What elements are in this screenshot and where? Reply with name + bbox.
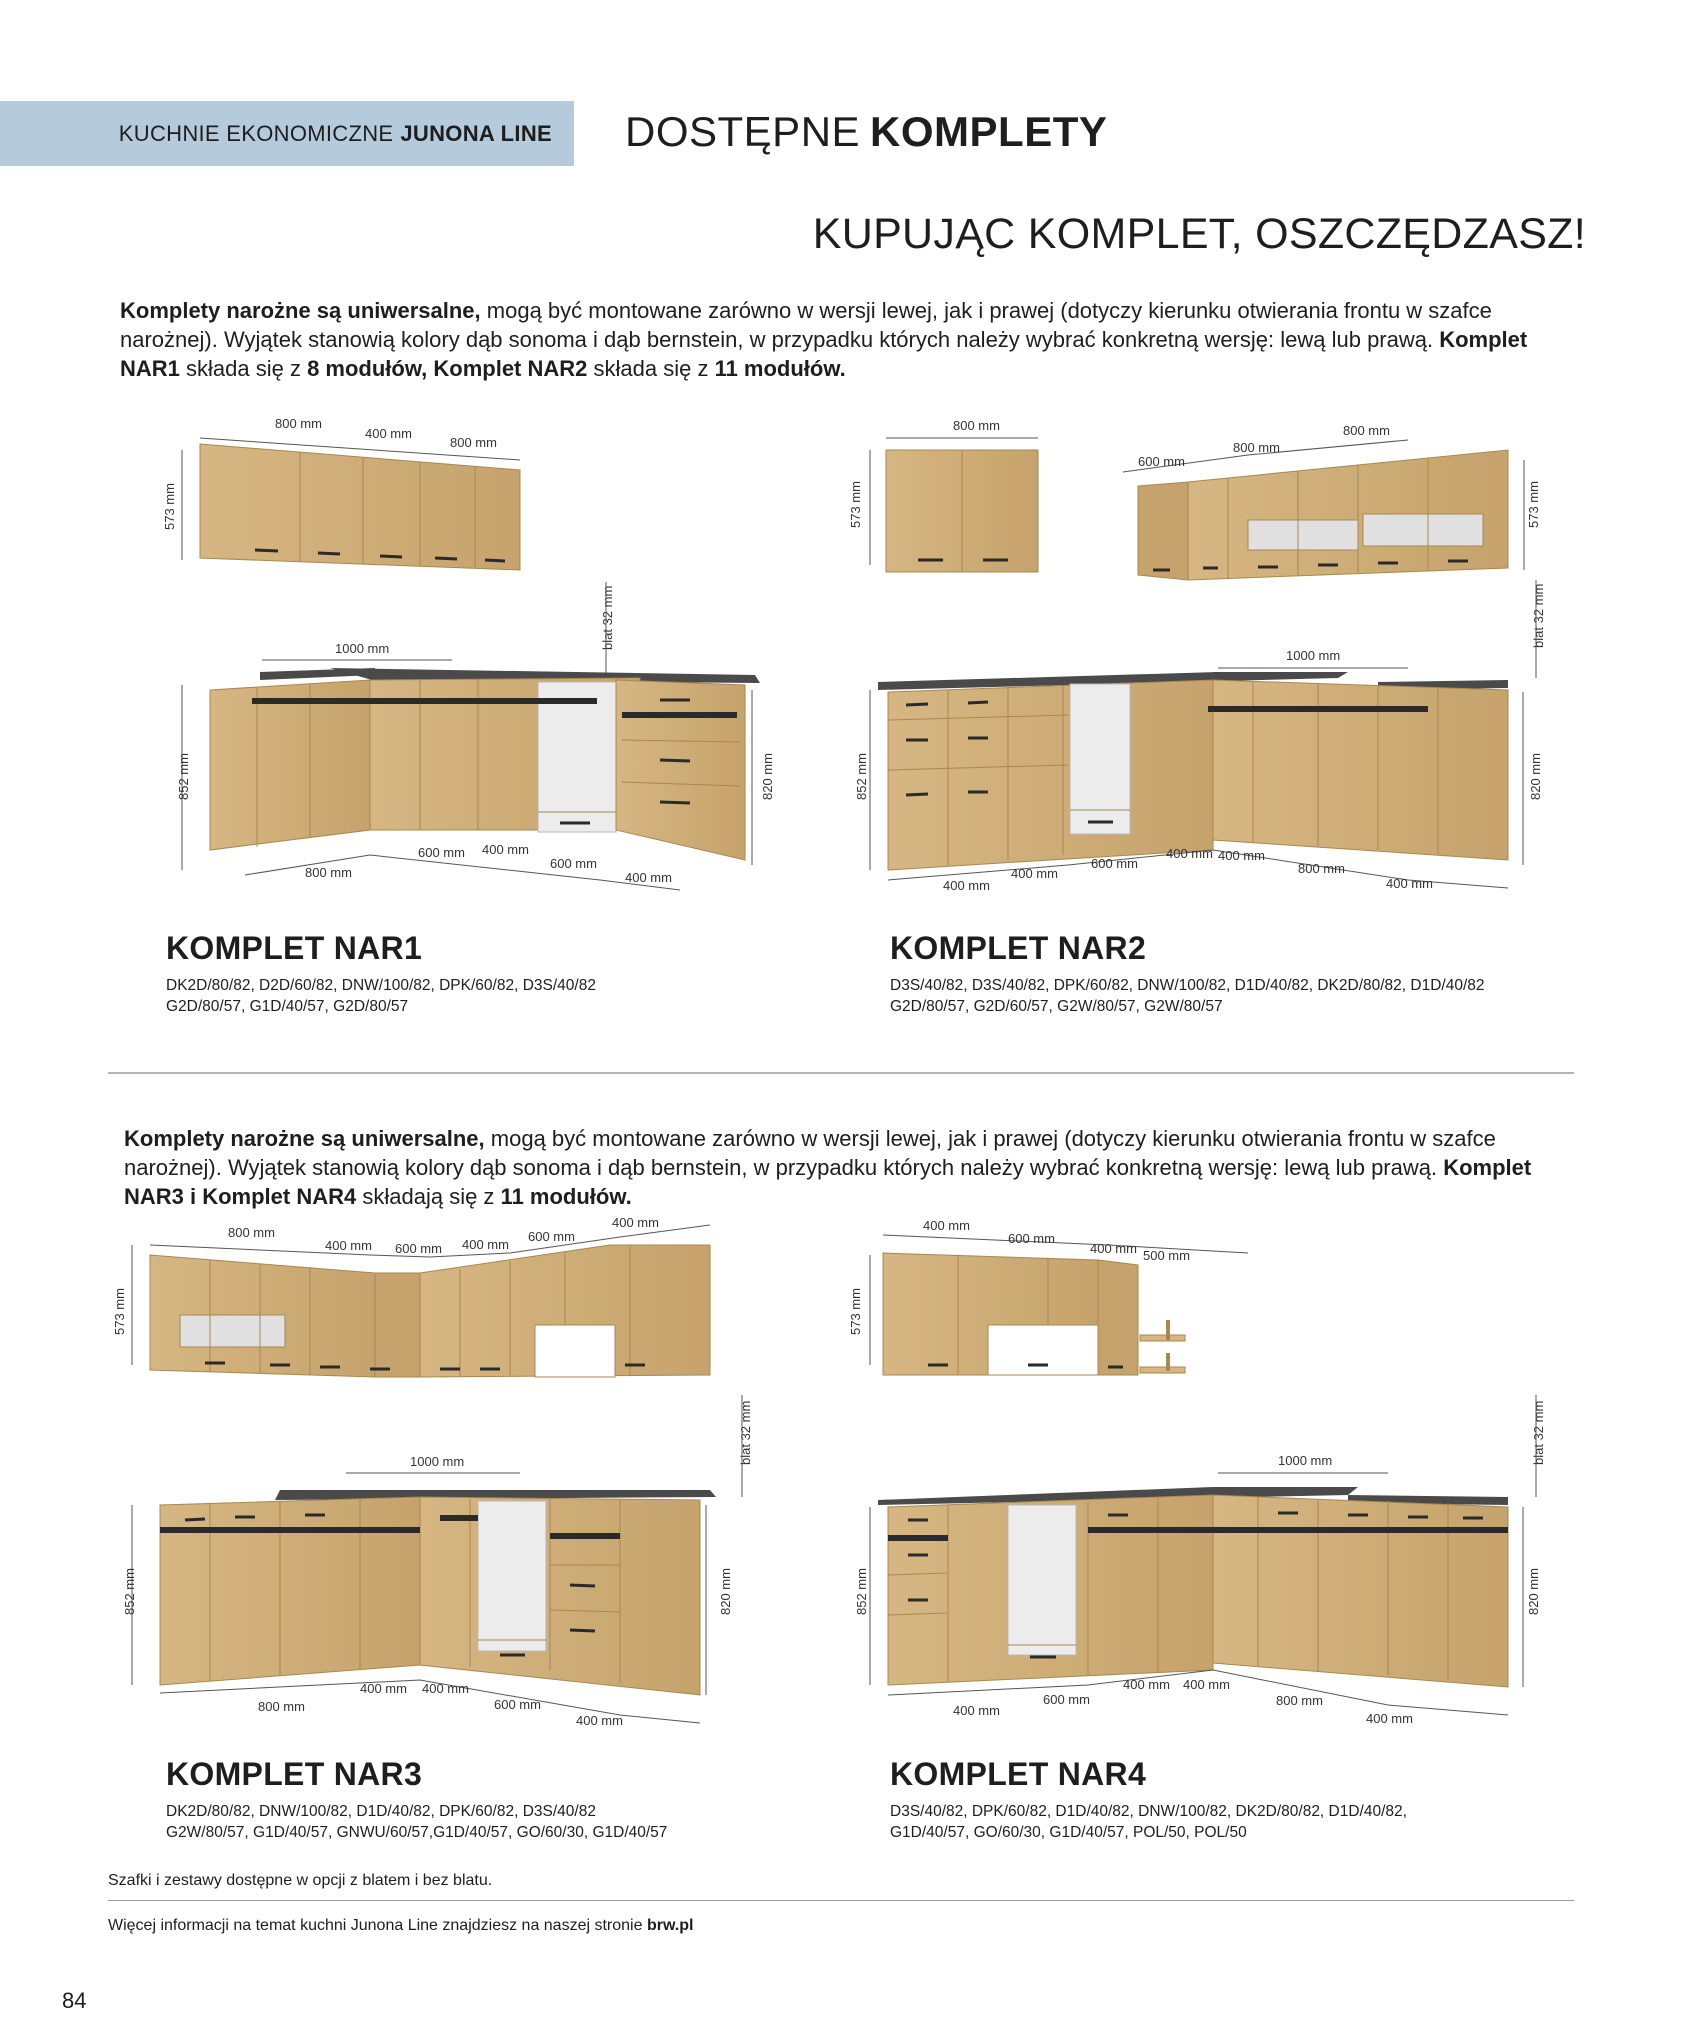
nar4-dim-top-4: 500 mm — [1143, 1248, 1190, 1263]
page-title — [625, 108, 1107, 156]
nar2-dim-top-1: 800 mm — [953, 418, 1000, 433]
nar1-illustration — [160, 410, 800, 900]
nar4-dim-bottom-5: 800 mm — [1276, 1693, 1323, 1708]
section1-intro — [120, 296, 1540, 383]
nar3-dim-top-1: 800 mm — [228, 1225, 275, 1240]
nar2-dim-hside: 820 mm — [1528, 753, 1543, 800]
nar1-dim-worktop: 1000 mm — [335, 641, 390, 656]
nar4-codes-line1: D3S/40/82, DPK/60/82, D1D/40/82, DNW/100/82, DK2D/80/82, D1D/40/82, — [890, 1803, 1407, 1820]
nar3-dim-top-5: 600 mm — [528, 1229, 575, 1244]
nar2-dim-top-3: 800 mm — [1233, 440, 1280, 455]
nar1-dim-bottom-3: 400 mm — [482, 842, 529, 857]
footer-divider — [108, 1900, 1574, 1901]
nar1-dim-bottom-5: 400 mm — [625, 870, 672, 885]
nar4-codes-line2: G1D/40/57, GO/60/30, G1D/40/57, POL/50, POL/50 — [890, 1824, 1247, 1841]
nar1-codes — [166, 975, 596, 1017]
nar4-dim-hbase: 852 mm — [854, 1568, 869, 1615]
nar3-title: KOMPLET NAR3 — [166, 1756, 423, 1792]
nar3-dim-top-6: 400 mm — [612, 1215, 659, 1230]
nar4-dim-worktop: 1000 mm — [1278, 1453, 1333, 1468]
nar4-codes — [890, 1801, 1407, 1843]
nar4-dim-bottom-2: 600 mm — [1043, 1692, 1090, 1707]
nar2-dim-top-4: 800 mm — [1343, 423, 1390, 438]
page-number: 84 — [62, 1988, 87, 2013]
nar2-dim-htop: 573 mm — [848, 481, 863, 528]
page-title-regular: DOSTĘPNE — [625, 108, 861, 155]
nar2-dim-top-2: 600 mm — [1138, 454, 1185, 469]
intro2-bold: Komplety narożne są uniwersalne, — [124, 1126, 485, 1151]
nar3-dim-top-3: 600 mm — [395, 1241, 442, 1256]
intro1-bold: Komplety narożne są uniwersalne, — [120, 298, 481, 323]
nar3-dim-bottom-2: 400 mm — [360, 1681, 407, 1696]
nar2-dim-bottom-6: 800 mm — [1298, 861, 1345, 876]
nar1-dim-top-3: 800 mm — [450, 435, 497, 450]
nar2-illustration — [848, 410, 1548, 900]
nar2-dim-bottom-3: 600 mm — [1091, 856, 1138, 871]
category-tag — [0, 101, 574, 166]
nar3-dim-bottom-4: 600 mm — [494, 1697, 541, 1712]
nar3-codes-line1: DK2D/80/82, DNW/100/82, D1D/40/82, DPK/60/82, D3S/40/82 — [166, 1803, 596, 1820]
nar2-dim-bottom-1: 400 mm — [943, 878, 990, 893]
nar2-dim-htop2: 573 mm — [1526, 481, 1541, 528]
nar3-dim-top-4: 400 mm — [462, 1237, 509, 1252]
nar2-dim-bottom-7: 400 mm — [1386, 876, 1433, 891]
intro2-k-count: 11 modułów. — [500, 1184, 632, 1209]
nar2-title: KOMPLET NAR2 — [890, 930, 1147, 966]
nar2-codes — [890, 975, 1485, 1017]
nar4-dim-top-3: 400 mm — [1090, 1241, 1137, 1256]
category-tag-regular: KUCHNIE EKONOMICZNE — [118, 120, 394, 146]
nar3-dim-hbase: 852 mm — [122, 1568, 137, 1615]
intro2-k: Komplet NAR3 i Komplet NAR4 — [124, 1155, 1532, 1209]
intro1-k1-count: 8 modułów, Komplet NAR2 — [307, 356, 588, 381]
nar1-dim-bottom-1: 800 mm — [305, 865, 352, 880]
intro1-k1-rest: składa się z — [179, 356, 308, 381]
more-info — [108, 1917, 693, 1935]
nar3-codes-line2: G2W/80/57, G1D/40/57, GNWU/60/57,G1D/40/57, GO/60/30, G1D/40/57 — [166, 1824, 668, 1841]
nar4-dim-top-1: 400 mm — [923, 1218, 970, 1233]
nar3-dim-bottom-5: 400 mm — [576, 1713, 623, 1728]
nar3-illustration — [110, 1215, 790, 1740]
intro1-k2-count: 11 modułów. — [714, 356, 846, 381]
nar1-dim-hbase: 852 mm — [176, 753, 191, 800]
slogan: KUPUJĄC KOMPLET, OSZCZĘDZASZ! — [812, 210, 1586, 258]
page-title-bold: KOMPLETY — [870, 108, 1108, 155]
nar3-dim-bottom-3: 400 mm — [422, 1681, 469, 1696]
availability-note: Szafki i zestawy dostępne w opcji z blatem i bez blatu. — [108, 1872, 493, 1889]
nar1-dim-hside: 820 mm — [760, 753, 775, 800]
section-divider — [108, 1072, 1574, 1074]
nar3-dim-blat: blat 32 mm — [738, 1400, 753, 1465]
intro2-k-rest: składają się z — [356, 1184, 501, 1209]
intro1-k1: Komplet NAR1 — [120, 327, 1528, 381]
nar3-dim-bottom-1: 800 mm — [258, 1699, 305, 1714]
nar4-illustration — [848, 1215, 1548, 1740]
nar2-dim-blat: blat 32 mm — [1531, 583, 1546, 648]
nar4-dim-htop: 573 mm — [848, 1288, 863, 1335]
section2-intro — [124, 1124, 1544, 1211]
nar4-dim-top-2: 600 mm — [1008, 1231, 1055, 1246]
nar1-dim-htop: 573 mm — [162, 483, 177, 530]
nar2-dim-bottom-4: 400 mm — [1166, 846, 1213, 861]
nar3-dim-htop: 573 mm — [112, 1288, 127, 1335]
nar2-codes-line2: G2D/80/57, G2D/60/57, G2W/80/57, G2W/80/57 — [890, 998, 1223, 1015]
nar3-dim-worktop: 1000 mm — [410, 1454, 465, 1469]
nar4-title: KOMPLET NAR4 — [890, 1756, 1147, 1792]
nar2-dim-bottom-2: 400 mm — [1011, 866, 1058, 881]
nar1-dim-blat: blat 32 mm — [600, 585, 615, 650]
nar4-dim-blat: blat 32 mm — [1531, 1400, 1546, 1465]
nar2-dim-hbase: 852 mm — [854, 753, 869, 800]
category-tag-bold: JUNONA LINE — [400, 120, 552, 146]
site-link[interactable]: brw.pl — [646, 1917, 694, 1934]
nar2-codes-line1: D3S/40/82, D3S/40/82, DPK/60/82, DNW/100/82, D1D/40/82, DK2D/80/82, D1D/40/82 — [890, 977, 1485, 994]
nar3-dim-top-2: 400 mm — [325, 1238, 372, 1253]
nar4-dim-bottom-1: 400 mm — [953, 1703, 1000, 1718]
intro2-text: mogą być montowane zarówno w wersji lewej, jak i prawej (dotyczy kierunku otwierania frontu w szafce narożnej). Wyjątek stanowią kolory dąb sonoma i dąb bernstein, w przypadku których należy wybrać konkretną wersję: lewą lub prawą. — [124, 1126, 1496, 1180]
nar4-dim-bottom-3: 400 mm — [1123, 1677, 1170, 1692]
nar1-dim-bottom-4: 600 mm — [550, 856, 597, 871]
nar2-dim-bottom-5: 400 mm — [1218, 848, 1265, 863]
nar4-dim-bottom-4: 400 mm — [1183, 1677, 1230, 1692]
nar1-codes-line2: G2D/80/57, G1D/40/57, G2D/80/57 — [166, 998, 409, 1015]
more-info-text: Więcej informacji na temat kuchni Junona Line znajdziesz na naszej stronie — [108, 1917, 647, 1934]
nar3-dim-hside: 820 mm — [718, 1568, 733, 1615]
nar4-dim-hside: 820 mm — [1526, 1568, 1541, 1615]
nar4-dim-bottom-6: 400 mm — [1366, 1711, 1413, 1726]
nar3-codes — [166, 1801, 667, 1843]
nar2-dim-worktop: 1000 mm — [1286, 648, 1341, 663]
intro1-k2-rest: składa się z — [587, 356, 715, 381]
nar1-codes-line1: DK2D/80/82, D2D/60/82, DNW/100/82, DPK/60/82, D3S/40/82 — [166, 977, 596, 994]
intro1-text: mogą być montowane zarówno w wersji lewej, jak i prawej (dotyczy kierunku otwierania frontu w szafce narożnej). Wyjątek stanowią kolory dąb sonoma i dąb bernstein, w przypadku których należy wybrać konkretną wersję: lewą lub prawą. — [120, 298, 1492, 352]
nar1-dim-top-1: 800 mm — [275, 416, 322, 431]
nar1-title: KOMPLET NAR1 — [166, 930, 423, 966]
nar1-dim-top-2: 400 mm — [365, 426, 412, 441]
nar1-dim-bottom-2: 600 mm — [418, 845, 465, 860]
